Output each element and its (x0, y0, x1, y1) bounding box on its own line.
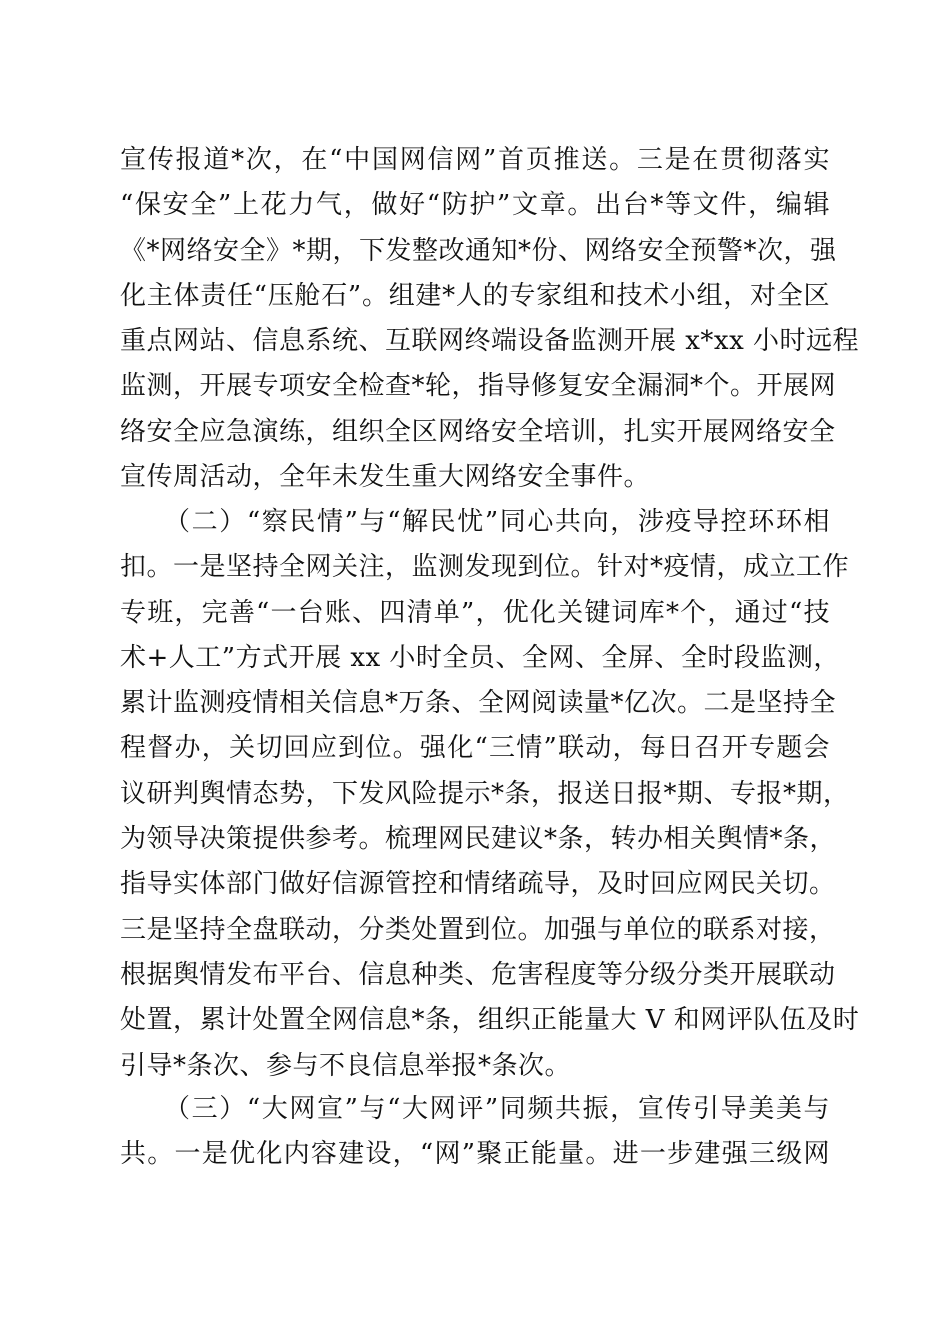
text-line: 专班，完善“一台账、四清单”，优化关键词库*个，通过“技 (120, 597, 830, 628)
text-line: 指导实体部门做好信源管控和情绪疏导，及时回应网民关切。 (120, 869, 836, 900)
section-heading-line: （三）“大网宣”与“大网评”同频共振，宣传引导美美与 (164, 1094, 830, 1124)
text-line: 处置，累计处置全网信息*条，组织正能量大 V 和网评队伍及时 (120, 1005, 860, 1036)
text-line: 扣。一是坚持全网关注，监测发现到位。针对*疫情，成立工作 (120, 552, 850, 583)
text-line: 根据舆情发布平台、信息种类、危害程度等分级分类开展联动 (120, 959, 836, 990)
text-line: 为领导决策提供参考。梳理网民建议*条，转办相关舆情*条， (120, 824, 837, 855)
text-line: 《*网络安全》*期，下发整改通知*份、网络安全预警*次，强 (120, 235, 837, 266)
text-line: 共。一是优化内容建设，“网”聚正能量。进一步建强三级网 (120, 1139, 830, 1170)
paragraph-epidemic-control (120, 500, 860, 1089)
text-line: 程督办，关切回应到位。强化“三情”联动，每日召开专题会 (120, 733, 830, 764)
text-line: 重点网站、信息系统、互联网终端设备监测开展 x*xx 小时远程 (120, 326, 860, 357)
text-line: 术+人工”方式开展 xx 小时全员、全网、全屏、全时段监测， (120, 642, 840, 673)
text-line: 议研判舆情态势，下发风险提示*条，报送日报*期、专报*期， (120, 778, 850, 809)
text-line: 宣传报道*次，在“中国网信网”首页推送。三是在贯彻落实 (120, 145, 830, 175)
text-line: 宣传周活动，全年未发生重大网络安全事件。 (120, 462, 651, 493)
text-line: 监测，开展专项安全检查*轮，指导修复安全漏洞*个。开展网 (120, 371, 837, 402)
paragraph-cybersecurity (120, 138, 860, 500)
text-line: 三是坚持全盘联动，分类处置到位。加强与单位的联系对接， (120, 914, 836, 945)
paragraph-online-publicity (120, 1087, 830, 1178)
text-line: 络安全应急演练，组织全区网络安全培训，扎实开展网络安全 (120, 416, 836, 447)
text-line: 累计监测疫情相关信息*万条、全网阅读量*亿次。二是坚持全 (120, 688, 837, 719)
text-line: 化主体责任“压舱石”。组建*人的专家组和技术小组，对全区 (120, 280, 830, 311)
text-line: 引导*条次、参与不良信息举报*条次。 (120, 1050, 572, 1081)
text-line: “保安全”上花力气，做好“防护”文章。出台*等文件，编辑 (120, 190, 830, 221)
section-heading-line: （二）“察民情”与“解民忧”同心共向，涉疫导控环环相 (164, 507, 830, 537)
